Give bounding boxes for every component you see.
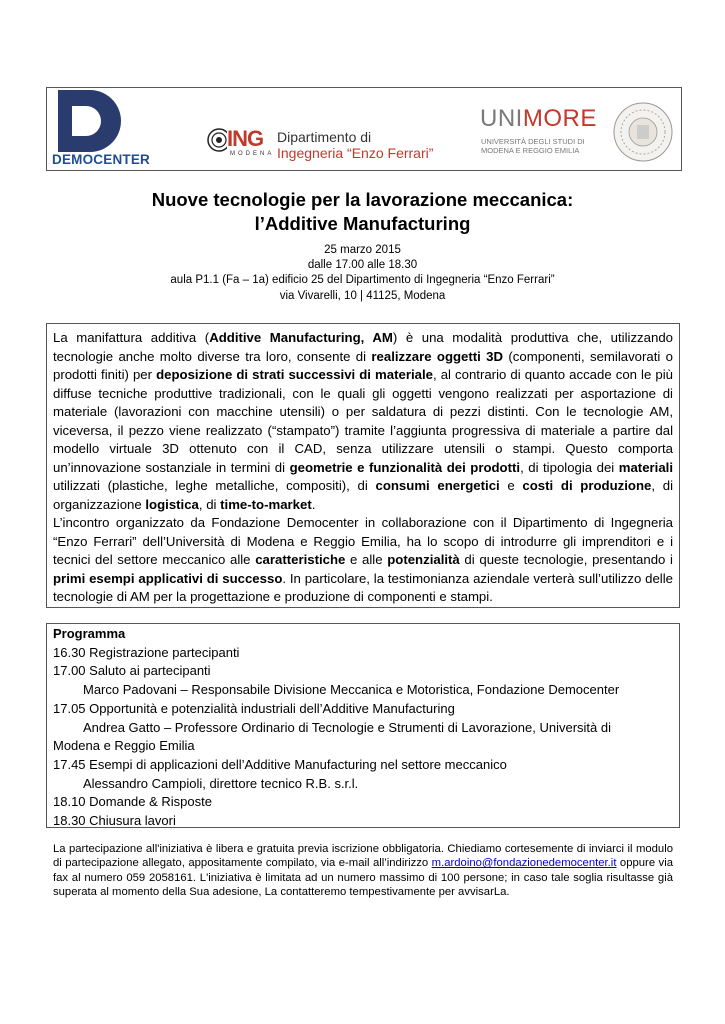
body-text: e alle: [345, 552, 388, 567]
footer-note: [53, 842, 673, 899]
body-text: , di organizzazione: [53, 478, 673, 512]
highlight-text: caratteristiche: [255, 552, 346, 567]
program-heading: Programma: [53, 626, 126, 641]
program-item: 16.30 Registrazione partecipanti: [53, 644, 240, 660]
footer-text-after: oppure via fax al numero 059 2058161. L'iniziativa è limitata ad un numero massimo di 100 persone; in caso tale soglia risultasse già superata al momento della Sua adesione, La contatteremo tempestivamente per avvisarLa.: [53, 857, 673, 898]
body-text: , di: [198, 496, 221, 512]
body-text: utilizzati (plastiche, leghe metalliche, compositi), di: [53, 478, 376, 493]
democenter-logo: [50, 88, 174, 168]
program-item: 17.05 Opportunità e potenzialità industriali dell’Additive Manufacturing: [53, 700, 455, 716]
program-item: Modena e Reggio Emilia: [53, 738, 195, 754]
dipartimento-line2: Ingegneria “Enzo Ferrari”: [277, 145, 434, 161]
body-text: , al contrario di quanto accade con le più diffuse tecniche produttive tradizionali, con le quali gli oggetti vengono realizzati per asportazione di materiale (lavorazioni con macchine utensili) o per saldatura di pezzi distinti. Con le tecnologie AM, viceversa, il pezzo viene realizzato (“stampato”) tramite l’aggiunta progressiva di materiale a partire dal modello virtuale 3D ottenuto con il CAD, senza utilizzare utensili o stampi. Questo comporta un’innovazione sostanziale in termini di: [53, 367, 673, 475]
event-date: 25 marzo 2015: [324, 244, 401, 256]
event-time: dalle 17.00 alle 18.30: [307, 259, 418, 272]
democenter-wordmark: DEMOCENTER: [52, 152, 151, 167]
program-item: 17.45 Esempi di applicazioni dell’Additive Manufacturing nel settore meccanico: [53, 756, 507, 772]
contact-email-link[interactable]: m.ardoino@fondazionedemocenter.it: [431, 857, 617, 870]
highlight-text: Additive Manufacturing, AM: [209, 330, 393, 345]
body-text: , di tipologia dei: [520, 459, 619, 475]
body-text: .: [311, 496, 316, 512]
footer-text-before: La partecipazione all'iniziativa è libera e gratuita previa iscrizione obbligatoria. Chiediamo cortesemente di inviarci il modulo di partecipazione allegato, appositamente compilato, via e-mail all’indirizzo: [53, 843, 673, 870]
unimore-more: MORE: [522, 105, 597, 132]
highlight-text: realizzare oggetti 3D: [371, 348, 504, 364]
body-text: (componenti, semilavorati o prodotti finiti) per: [53, 348, 674, 382]
ing-emblem-icon: [207, 126, 227, 154]
highlight-text: costi di produzione: [522, 478, 652, 493]
university-seal-icon: [612, 101, 674, 163]
body-text: ) è una modalità produttiva che, utilizzando tecnologie anche molto diverse tra loro, consente di: [53, 330, 673, 364]
program-item: Andrea Gatto – Professore Ordinario di Tecnologie e Strumenti di Lavorazione, Università di: [83, 719, 611, 735]
highlight-text: primi esempi applicativi di successo: [53, 570, 283, 586]
body-text: L’incontro organizzato da Fondazione Democenter in collaborazione con il Dipartimento di Ingegneria “Enzo Ferrari” dell’Università di Modena e Reggio Emilia, ha lo scopo di introdurre gli imprenditori e i tecnici del settore meccanico alle: [53, 515, 673, 567]
unimore-wordmark: [480, 105, 597, 133]
highlight-text: time-to-market: [220, 496, 312, 512]
dipartimento-line1: Dipartimento di: [277, 129, 372, 145]
program-item: 17.00 Saluto ai partecipanti: [53, 663, 211, 679]
body-text: di queste tecnologie, presentando i: [459, 552, 673, 567]
unimore-uni: UNI: [480, 105, 523, 132]
title-line1: Nuove tecnologie per la lavorazione meccanica:: [151, 189, 574, 210]
event-address: via Vivarelli, 10 | 41125, Modena: [279, 289, 446, 302]
unimore-sub2: MODENA E REGGIO EMILIA: [481, 146, 580, 155]
highlight-text: logistica: [145, 496, 199, 512]
body-text: La manifattura additiva (: [53, 330, 210, 345]
unimore-subtitle: [481, 137, 585, 155]
body-text: . In particolare, la testimonianza aziendale verterà sull’utilizzo delle tecnologie di AM per la progettazione e produzione di componenti e stampi.: [53, 570, 673, 604]
ing-mark: ING: [227, 126, 264, 151]
description-paragraph-1: [53, 329, 673, 514]
highlight-text: consumi energetici: [375, 478, 500, 493]
program-item: Marco Padovani – Responsabile Divisione Meccanica e Motoristica, Fondazione Democenter: [83, 682, 620, 698]
program-item: 18.10 Domande & Risposte: [53, 794, 212, 810]
event-room: aula P1.1 (Fa – 1a) edificio 25 del Dipartimento di Ingegneria “Enzo Ferrari”: [170, 274, 555, 287]
program-item: Alessandro Campioli, direttore tecnico R.B. s.r.l.: [83, 775, 359, 791]
ing-sub: MODENA: [230, 151, 275, 157]
highlight-text: materiali: [618, 459, 673, 475]
program-item: 18.30 Chiusura lavori: [53, 813, 176, 829]
description-paragraph-2: [53, 514, 673, 607]
ing-logo: [207, 126, 447, 166]
page-title: [0, 188, 725, 236]
democenter-logo-mark: [50, 88, 174, 152]
unimore-sub1: UNIVERSITÀ DEGLI STUDI DI: [481, 137, 585, 146]
highlight-text: geometrie e funzionalità dei prodotti: [289, 459, 521, 475]
title-line2: l’Additive Manufacturing: [254, 213, 471, 234]
description-text: [53, 329, 673, 607]
event-info: [0, 243, 725, 304]
highlight-text: deposizione di strati successivi di materiale: [156, 367, 433, 382]
body-text: e: [499, 478, 523, 493]
program-list: [53, 625, 673, 831]
highlight-text: potenzialità: [387, 552, 460, 567]
